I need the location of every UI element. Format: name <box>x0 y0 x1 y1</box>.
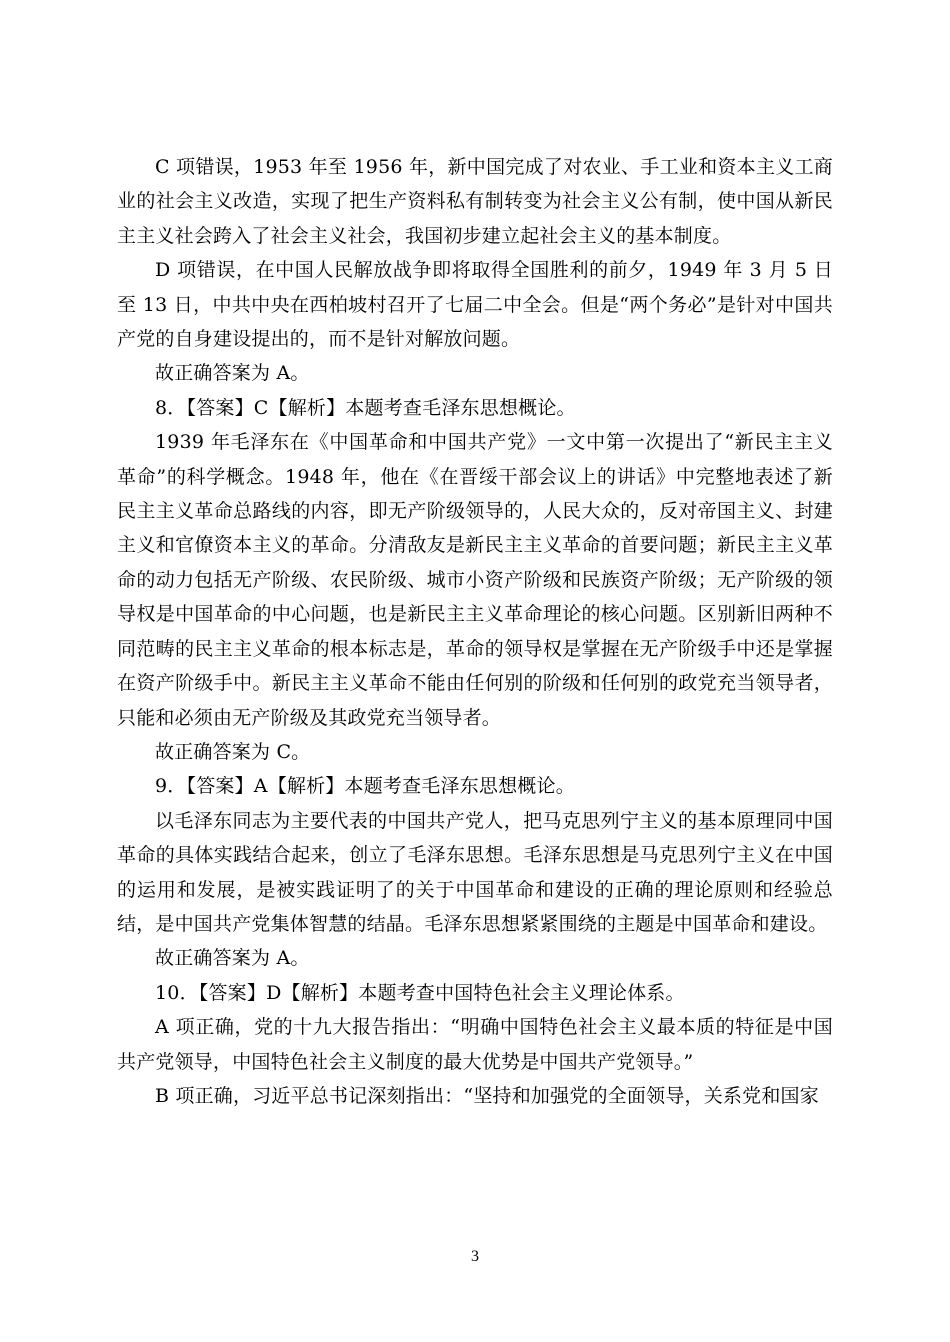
paragraph-question-8-analysis: 1939 年毛泽东在《中国革命和中国共产党》一文中第一次提出了“新民主主义革命”的科学概念。1948 年，他在《在晋绥干部会议上的讲话》中完整地表述了新民主主义革命总路线的内容，即无产阶级领导的，人民大众的，反对帝国主义、封建主义和官僚资本主义的革命。分清敌友是新民主主义革命的首要问题；新民主主义革命的动力包括无产阶级、农民阶级、城市小资产阶级和民族资产阶级；无产阶级的领导权是中国革命的中心问题，也是新民主主义革命理论的核心问题。区别新旧两种不同范畴的民主主义革命的根本标志是，革命的领导权是掌握在无产阶级手中还是掌握在资产阶级手中。新民主主义革命不能由任何别的阶级和任何别的政党充当领导者，只能和必须由无产阶级及其政党充当领导者。 <box>117 431 833 729</box>
question-10-heading: 10．【答案】D【解析】本题考查中国特色社会主义理论体系。 <box>155 981 685 1004</box>
paragraph-question-9-analysis: 以毛泽东同志为主要代表的中国共产党人，把马克思列宁主义的基本原理同中国革命的具体实践结合起来，创立了毛泽东思想。毛泽东思想是马克思列宁主义在中国的运用和发展，是被实践证明了的关于中国革命和建设的正确的理论原则和经验总结，是中国共产党集体智慧的结晶。毛泽东思想紧紧围绕的主题是中国革命和建设。 <box>117 809 833 935</box>
paragraph-answer-9: 故正确答案为 A。 <box>155 947 310 970</box>
question-8-heading: 8．【答案】C【解析】本题考查毛泽东思想概论。 <box>155 396 576 419</box>
paragraph-answer-7: 故正确答案为 A。 <box>155 362 310 385</box>
paragraph-d-option: D 项错误，在中国人民解放战争即将取得全国胜利的前夕，1949 年 3 月 5 日至 13 日，中共中央在西柏坡村召开了七届二中全会。但是“两个务必”是针对中国共产党的自身建设提出的，而不是针对解放问题。 <box>117 259 833 351</box>
question-9-heading: 9．【答案】A【解析】本题考查毛泽东思想概论。 <box>155 775 575 798</box>
page-number: 3 <box>471 1248 479 1265</box>
paragraph-c-option: C 项错误，1953 年至 1956 年，新中国完成了对农业、手工业和资本主义工商业的社会主义改造，实现了把生产资料私有制转变为社会主义公有制，使中国从新民主主义社会跨入了社会主义社会，我国初步建立起社会主义的基本制度。 <box>117 156 833 247</box>
paragraph-a-option: A 项正确，党的十九大报告指出：“明确中国特色社会主义最本质的特征是中国共产党领导，中国特色社会主义制度的最大优势是中国共产党领导。” <box>117 1016 833 1073</box>
paragraph-b-option: B 项正确，习近平总书记深刻指出：“坚持和加强党的全面领导，关系党和国家 <box>155 1084 819 1107</box>
document-body <box>117 150 833 1113</box>
paragraph-answer-8: 故正确答案为 C。 <box>155 740 311 763</box>
